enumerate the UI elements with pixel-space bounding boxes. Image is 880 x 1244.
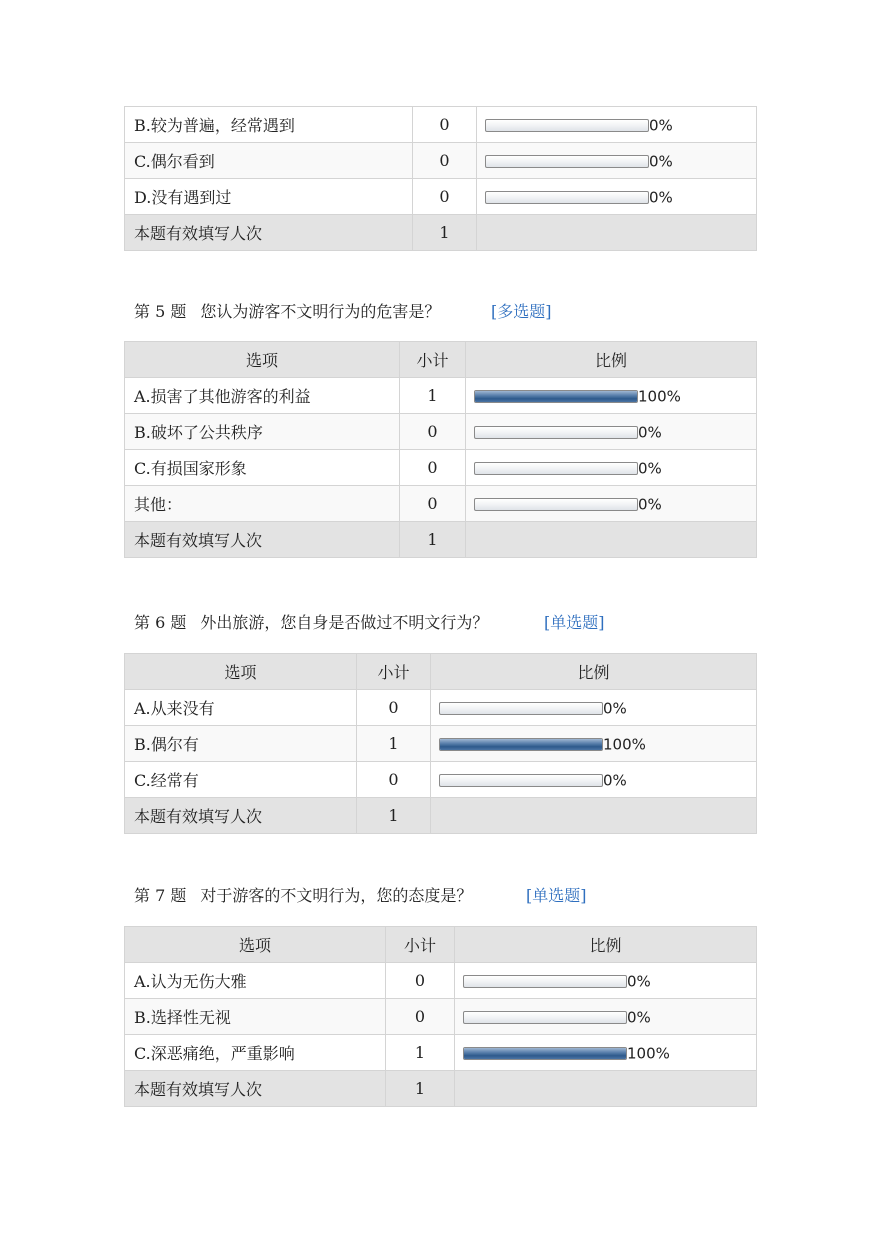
ratio-cell bbox=[466, 378, 757, 414]
option-count: 1 bbox=[400, 378, 466, 414]
progress-bar bbox=[463, 1011, 627, 1024]
header-option: 选项 bbox=[125, 342, 400, 378]
option-label: C.偶尔看到 bbox=[125, 143, 413, 179]
summary-empty-cell bbox=[466, 522, 757, 558]
question-text: 您认为游客不文明行为的危害是？ bbox=[200, 302, 441, 321]
summary-count: 1 bbox=[413, 215, 477, 251]
progress-bar bbox=[485, 119, 649, 132]
ratio-cell bbox=[431, 726, 757, 762]
table-row bbox=[125, 762, 757, 798]
question-type-link[interactable]: [单选题] bbox=[526, 886, 587, 905]
option-count: 0 bbox=[413, 107, 477, 143]
progress-bar bbox=[463, 975, 627, 988]
question-text: 外出旅游，您自身是否做过不明文行为？ bbox=[200, 613, 489, 632]
progress-bar bbox=[474, 426, 638, 439]
table-row bbox=[125, 107, 757, 143]
table-row bbox=[125, 726, 757, 762]
progress-bar bbox=[439, 774, 603, 787]
progress-fill bbox=[475, 391, 637, 402]
q6-result-table bbox=[124, 653, 757, 834]
table-row bbox=[125, 999, 757, 1035]
option-label: C.深恶痛绝，严重影响 bbox=[125, 1035, 386, 1071]
percent-label: 0% bbox=[638, 459, 662, 478]
table-row bbox=[125, 486, 757, 522]
question-number: 第 7 题 bbox=[134, 886, 187, 905]
percent-label: 100% bbox=[603, 735, 646, 754]
header-ratio: 比例 bbox=[466, 342, 757, 378]
ratio-cell bbox=[477, 107, 757, 143]
summary-label: 本题有效填写人次 bbox=[125, 522, 400, 558]
question-number: 第 5 题 bbox=[134, 302, 187, 321]
progress-fill bbox=[464, 1048, 626, 1059]
summary-row bbox=[125, 1071, 757, 1107]
option-count: 0 bbox=[357, 762, 431, 798]
summary-label: 本题有效填写人次 bbox=[125, 215, 413, 251]
table-row bbox=[125, 414, 757, 450]
q7-result-table bbox=[124, 926, 757, 1107]
progress-fill bbox=[440, 739, 602, 750]
progress-bar bbox=[485, 191, 649, 204]
table-row bbox=[125, 690, 757, 726]
question-type-link[interactable]: [单选题] bbox=[544, 613, 605, 632]
option-count: 0 bbox=[386, 999, 455, 1035]
table-header-row bbox=[125, 342, 757, 378]
option-count: 0 bbox=[357, 690, 431, 726]
percent-label: 0% bbox=[627, 972, 651, 991]
ratio-cell bbox=[455, 963, 757, 999]
progress-bar bbox=[463, 1047, 627, 1060]
percent-label: 0% bbox=[638, 495, 662, 514]
q4-result-table bbox=[124, 106, 757, 251]
option-label: B.较为普遍，经常遇到 bbox=[125, 107, 413, 143]
header-option: 选项 bbox=[125, 654, 357, 690]
summary-label: 本题有效填写人次 bbox=[125, 798, 357, 834]
question-text: 对于游客的不文明行为，您的态度是？ bbox=[200, 886, 473, 905]
ratio-cell bbox=[431, 762, 757, 798]
ratio-cell bbox=[455, 999, 757, 1035]
header-count: 小计 bbox=[386, 927, 455, 963]
summary-empty-cell bbox=[477, 215, 757, 251]
table-row bbox=[125, 143, 757, 179]
progress-bar bbox=[474, 498, 638, 511]
progress-bar bbox=[439, 738, 603, 751]
summary-count: 1 bbox=[357, 798, 431, 834]
header-count: 小计 bbox=[357, 654, 431, 690]
percent-label: 100% bbox=[627, 1044, 670, 1063]
option-label: B.破坏了公共秩序 bbox=[125, 414, 400, 450]
ratio-cell bbox=[466, 414, 757, 450]
question-title bbox=[134, 299, 440, 322]
summary-label: 本题有效填写人次 bbox=[125, 1071, 386, 1107]
progress-bar bbox=[474, 390, 638, 403]
option-count: 0 bbox=[400, 486, 466, 522]
progress-bar bbox=[474, 462, 638, 475]
ratio-cell bbox=[466, 450, 757, 486]
table-header-row bbox=[125, 654, 757, 690]
header-ratio: 比例 bbox=[431, 654, 757, 690]
option-count: 0 bbox=[413, 143, 477, 179]
table-header-row bbox=[125, 927, 757, 963]
q5-result-table bbox=[124, 341, 757, 558]
summary-empty-cell bbox=[455, 1071, 757, 1107]
table-row bbox=[125, 1035, 757, 1071]
summary-row bbox=[125, 522, 757, 558]
option-label: B.选择性无视 bbox=[125, 999, 386, 1035]
header-count: 小计 bbox=[400, 342, 466, 378]
percent-label: 0% bbox=[603, 771, 627, 790]
option-count: 1 bbox=[357, 726, 431, 762]
percent-label: 0% bbox=[638, 423, 662, 442]
header-option: 选项 bbox=[125, 927, 386, 963]
question-title bbox=[134, 883, 472, 906]
option-count: 1 bbox=[386, 1035, 455, 1071]
percent-label: 0% bbox=[649, 152, 673, 171]
percent-label: 0% bbox=[603, 699, 627, 718]
summary-count: 1 bbox=[386, 1071, 455, 1107]
summary-row bbox=[125, 798, 757, 834]
summary-row bbox=[125, 215, 757, 251]
header-ratio: 比例 bbox=[455, 927, 757, 963]
table-row bbox=[125, 963, 757, 999]
percent-label: 0% bbox=[649, 188, 673, 207]
summary-empty-cell bbox=[431, 798, 757, 834]
ratio-cell bbox=[466, 486, 757, 522]
option-label: A.损害了其他游客的利益 bbox=[125, 378, 400, 414]
progress-bar bbox=[485, 155, 649, 168]
option-label: B.偶尔有 bbox=[125, 726, 357, 762]
option-label: C.有损国家形象 bbox=[125, 450, 400, 486]
ratio-cell bbox=[455, 1035, 757, 1071]
option-label: 其他： bbox=[125, 486, 400, 522]
question-type-link[interactable]: [多选题] bbox=[491, 302, 552, 321]
option-label: A.认为无伤大雅 bbox=[125, 963, 386, 999]
ratio-cell bbox=[431, 690, 757, 726]
option-label: A.从来没有 bbox=[125, 690, 357, 726]
summary-count: 1 bbox=[400, 522, 466, 558]
question-title bbox=[134, 610, 488, 633]
progress-bar bbox=[439, 702, 603, 715]
percent-label: 0% bbox=[627, 1008, 651, 1027]
ratio-cell bbox=[477, 179, 757, 215]
option-count: 0 bbox=[413, 179, 477, 215]
percent-label: 0% bbox=[649, 116, 673, 135]
option-count: 0 bbox=[386, 963, 455, 999]
question-number: 第 6 题 bbox=[134, 613, 187, 632]
ratio-cell bbox=[477, 143, 757, 179]
option-count: 0 bbox=[400, 414, 466, 450]
table-row bbox=[125, 179, 757, 215]
table-row bbox=[125, 450, 757, 486]
table-row bbox=[125, 378, 757, 414]
option-label: C.经常有 bbox=[125, 762, 357, 798]
percent-label: 100% bbox=[638, 387, 681, 406]
option-count: 0 bbox=[400, 450, 466, 486]
option-label: D.没有遇到过 bbox=[125, 179, 413, 215]
